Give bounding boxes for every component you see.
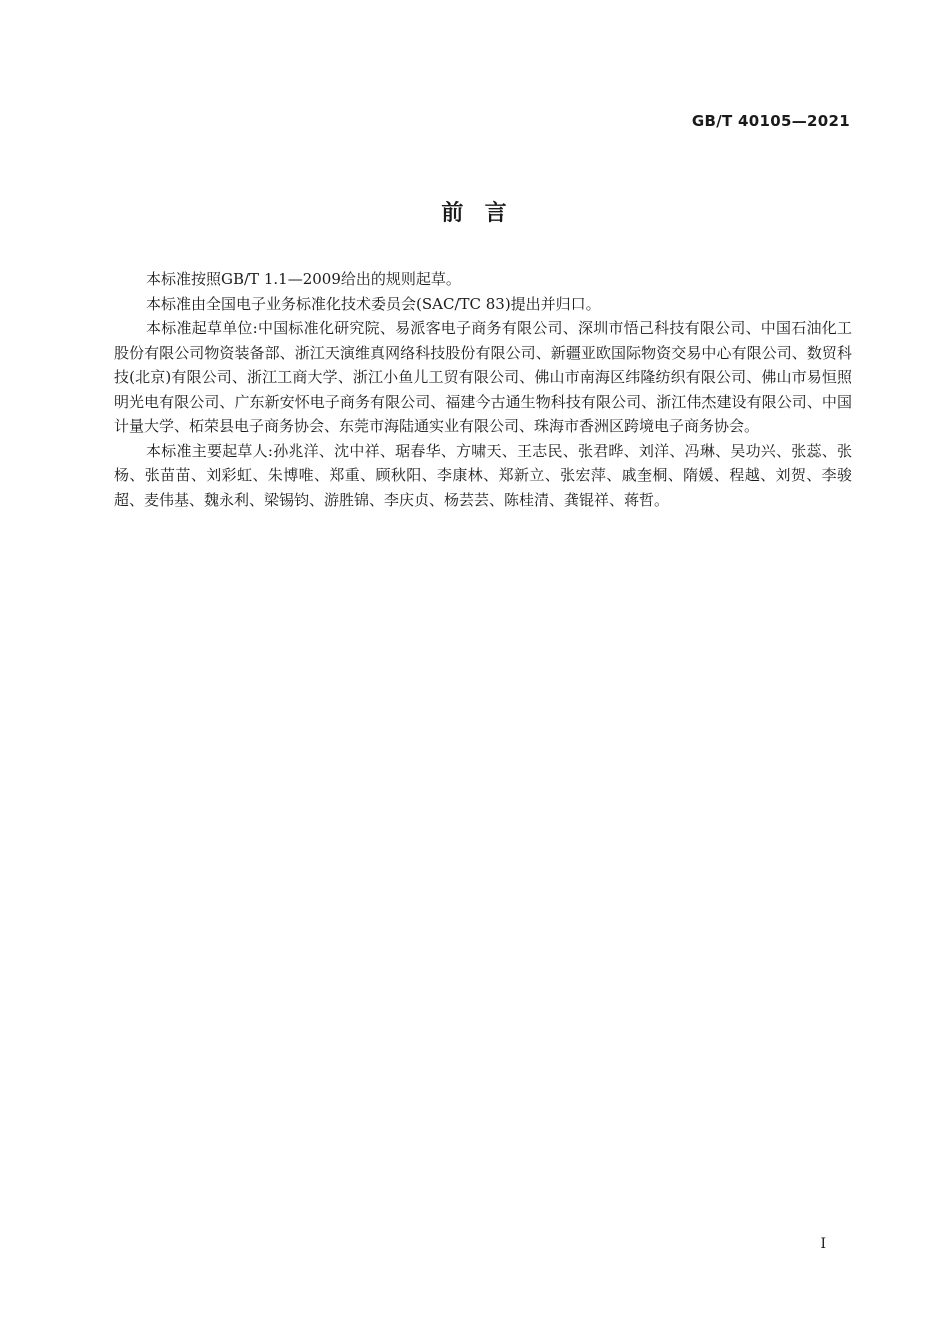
paragraph-drafting-rules: 本标准按照GB/T 1.1—2009给出的规则起草。 [146,270,461,288]
page-title: 前 言 [441,201,509,226]
standard-number: GB/T 40105—2021 [691,112,850,130]
paragraph-proposer: 本标准由全国电子业务标准化技术委员会(SAC/TC 83)提出并归口。 [146,294,601,313]
paragraph-drafters: 本标准主要起草人:孙兆洋、沈中祥、琚春华、方啸天、王志民、张君晔、刘洋、冯琳、吴功兴、张蕊、张杨、张苗苗、刘彩虹、朱博唯、郑重、顾秋阳、李康林、郑新立、张宏萍、戚奎桐、隋媛、程越、刘贺、李骏超、麦伟基、魏永利、梁锡钧、游胜锦、李庆贞、杨芸芸、陈桂清、龚锟祥、蒋哲。 [114,441,852,509]
foreword-body [114,267,852,512]
paragraph-drafting-units: 本标准起草单位:中国标准化研究院、易派客电子商务有限公司、深圳市悟己科技有限公司、中国石油化工股份有限公司物资装备部、浙江天演维真网络科技股份有限公司、新疆亚欧国际物资交易中心有限公司、数贸科技(北京)有限公司、浙江工商大学、浙江小鱼儿工贸有限公司、佛山市南海区纬隆纺织有限公司、佛山市易恒照明光电有限公司、广东新安怀电子商务有限公司、福建今古通生物科技有限公司、浙江伟杰建设有限公司、中国计量大学、柘荣县电子商务协会、东莞市海陆通实业有限公司、珠海市香洲区跨境电子商务协会。 [114,319,852,435]
page-number: I [820,1236,826,1252]
